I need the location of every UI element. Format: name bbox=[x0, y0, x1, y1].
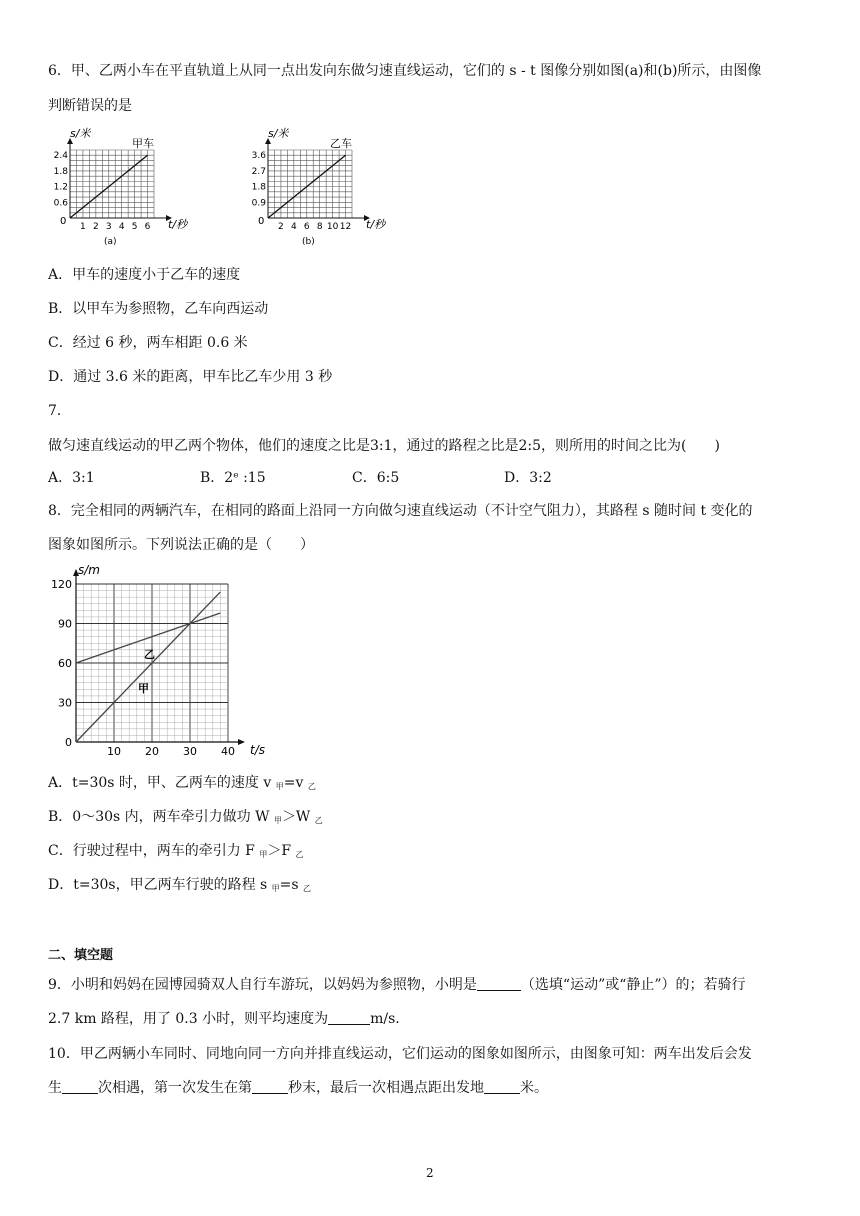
chart-b-ytick-label: 1.8 bbox=[251, 182, 266, 193]
q8-option-c: C．行驶过程中，两车的牵引力 F $_甲$＞F $_乙$ bbox=[48, 843, 304, 859]
q8-option-d: D．t=30s，甲乙两车行驶的路程 s $_甲$=s $_乙$ bbox=[48, 877, 312, 893]
chart-b-xtick-label: 12 bbox=[339, 222, 352, 232]
chart-a-xtick-label: 1 bbox=[80, 222, 86, 232]
chart-a-ytick-label: 1.8 bbox=[53, 166, 68, 177]
chart-b-xlabel: t/秒 bbox=[366, 218, 386, 231]
chart-c-label-yi: 乙 bbox=[144, 648, 155, 661]
chart-a-xtick-label: 2 bbox=[92, 222, 99, 232]
chart-c-label-jia: 甲 bbox=[138, 682, 149, 695]
chart-c-x-arrow-icon bbox=[238, 739, 245, 745]
chart-c-ytick-label: 120 bbox=[51, 578, 72, 591]
section-title: 二、填空题 bbox=[48, 948, 114, 963]
q10-blank-3[interactable] bbox=[484, 1081, 520, 1094]
q10-blank-2[interactable] bbox=[252, 1081, 288, 1094]
chart-a-xtick-label: 6 bbox=[144, 222, 151, 232]
q7-option-a: A．3:1 bbox=[48, 470, 95, 486]
q10-line1: 10．甲乙两辆小车同时、同地向同一方向并排直线运动，它们运动的图象如图所示，由图象可知：两车出发后会发 bbox=[48, 1046, 752, 1062]
chart-c-xlabel: t/s bbox=[250, 743, 265, 757]
q6-option-c: C．经过 6 秒，两车相距 0.6 米 bbox=[48, 335, 248, 351]
chart-c-series-line-1 bbox=[76, 592, 220, 742]
q7-option-b: B．2ᵉ :15 bbox=[200, 470, 266, 486]
chart-b-ytick-label: 3.6 bbox=[251, 151, 266, 162]
page-number: 2 bbox=[426, 1166, 434, 1180]
q8-option-a: A．t=30s 时，甲、乙两车的速度 v $_甲$=v $_乙$ bbox=[48, 775, 316, 791]
chart-a-ytick-label: 0.6 bbox=[53, 198, 68, 209]
chart-c-ylabel: s/m bbox=[78, 563, 100, 577]
chart-c-xtick-label: 40 bbox=[221, 745, 235, 758]
chart-b-ylabel: s/米 bbox=[268, 127, 289, 140]
chart-b-xtick-label: 2 bbox=[278, 222, 284, 232]
q9-blank-2[interactable] bbox=[328, 1012, 370, 1025]
chart-b-xtick-label: 4 bbox=[290, 222, 297, 232]
q6-option-b: B．以甲车为参照物，乙车向西运动 bbox=[48, 301, 269, 317]
chart-c-ytick-label: 30 bbox=[58, 696, 72, 710]
q7-number: 7． bbox=[48, 403, 71, 419]
q8-option-b: B．0～30s 内，两车牵引力做功 W $_甲$＞W $_乙$ bbox=[48, 809, 323, 825]
q10-line2: 生 次相遇，第一次发生在第 秒末，最后一次相遇点距出发地 米。 bbox=[48, 1080, 548, 1096]
q6-option-d: D．通过 3.6 米的距离，甲车比乙车少用 3 秒 bbox=[48, 369, 333, 385]
chart-a-xtick-label: 4 bbox=[118, 222, 125, 232]
chart-c-ytick-label: 90 bbox=[58, 617, 72, 631]
chart-c-xtick-label: 10 bbox=[107, 745, 121, 758]
chart-b-xtick-label: 6 bbox=[303, 222, 310, 232]
chart-a-series-label: 甲车 bbox=[132, 137, 154, 150]
chart-a-xtick-label: 3 bbox=[105, 222, 112, 232]
chart-a-xtick-label: 5 bbox=[131, 222, 138, 232]
chart-c-ytick-label: 0 bbox=[65, 736, 72, 749]
q7-option-d: D．3:2 bbox=[504, 470, 552, 486]
chart-b-xtick-label: 10 bbox=[326, 222, 339, 232]
chart-c-xtick-label: 20 bbox=[145, 745, 159, 758]
chart-b-ytick-label: 2.7 bbox=[251, 166, 266, 177]
q6-option-a: A．甲车的速度小于乙车的速度 bbox=[48, 267, 241, 283]
chart-a-origin: 0 bbox=[60, 216, 67, 227]
svg-text:s/米: s/米 bbox=[70, 127, 91, 140]
chart-c-ytick-label: 60 bbox=[58, 657, 72, 670]
q7-text: 做匀速直线运动的甲乙两个物体，他们的速度之比是3:1，通过的路程之比是2:5，则所用的时间之比为( ) bbox=[48, 438, 720, 454]
chart-a-caption: (a) bbox=[104, 237, 117, 247]
q7-option-c: C．6:5 bbox=[352, 470, 400, 486]
chart-b bbox=[240, 126, 390, 248]
q6-line2: 判断错误的是 bbox=[48, 98, 132, 114]
chart-b-caption: (b) bbox=[302, 237, 315, 247]
chart-b-ytick-label: 0.9 bbox=[251, 198, 266, 209]
chart-a bbox=[48, 126, 198, 248]
q9-blank-1[interactable] bbox=[477, 978, 521, 991]
q6-line1: 6．甲、乙两小车在平直轨道上从同一点出发向东做匀速直线运动，它们的 s - t 图像分别如图(a)和(b)所示，由图像 bbox=[48, 63, 762, 79]
chart-c bbox=[51, 560, 270, 760]
chart-b-origin: 0 bbox=[258, 216, 265, 227]
q8-line1: 8．完全相同的两辆汽车，在相同的路面上沿同一方向做匀速直线运动（不计空气阻力），其路程 s 随时间 t 变化的 bbox=[48, 503, 753, 519]
chart-a-ytick-label: 2.4 bbox=[53, 151, 68, 162]
q9-line1: 9．小明和妈妈在园博园骑双人自行车游玩，以妈妈为参照物，小明是 （选填“运动”或“静止”）的；若骑行 bbox=[48, 977, 746, 993]
chart-a-xlabel: t/秒 bbox=[168, 218, 188, 231]
chart-b-xtick-label: 8 bbox=[316, 222, 323, 232]
chart-a-ylabel bbox=[70, 127, 91, 140]
chart-c-xtick-label: 30 bbox=[183, 745, 197, 758]
q10-blank-1[interactable] bbox=[62, 1081, 98, 1094]
q9-line2: 2.7 km 路程，用了 0.3 小时，则平均速度为 m/s. bbox=[48, 1011, 400, 1027]
chart-a-ytick-label: 1.2 bbox=[53, 182, 68, 193]
q8-line2: 图象如图所示。下列说法正确的是（ ） bbox=[48, 537, 314, 553]
chart-b-series-label: 乙车 bbox=[330, 137, 352, 150]
